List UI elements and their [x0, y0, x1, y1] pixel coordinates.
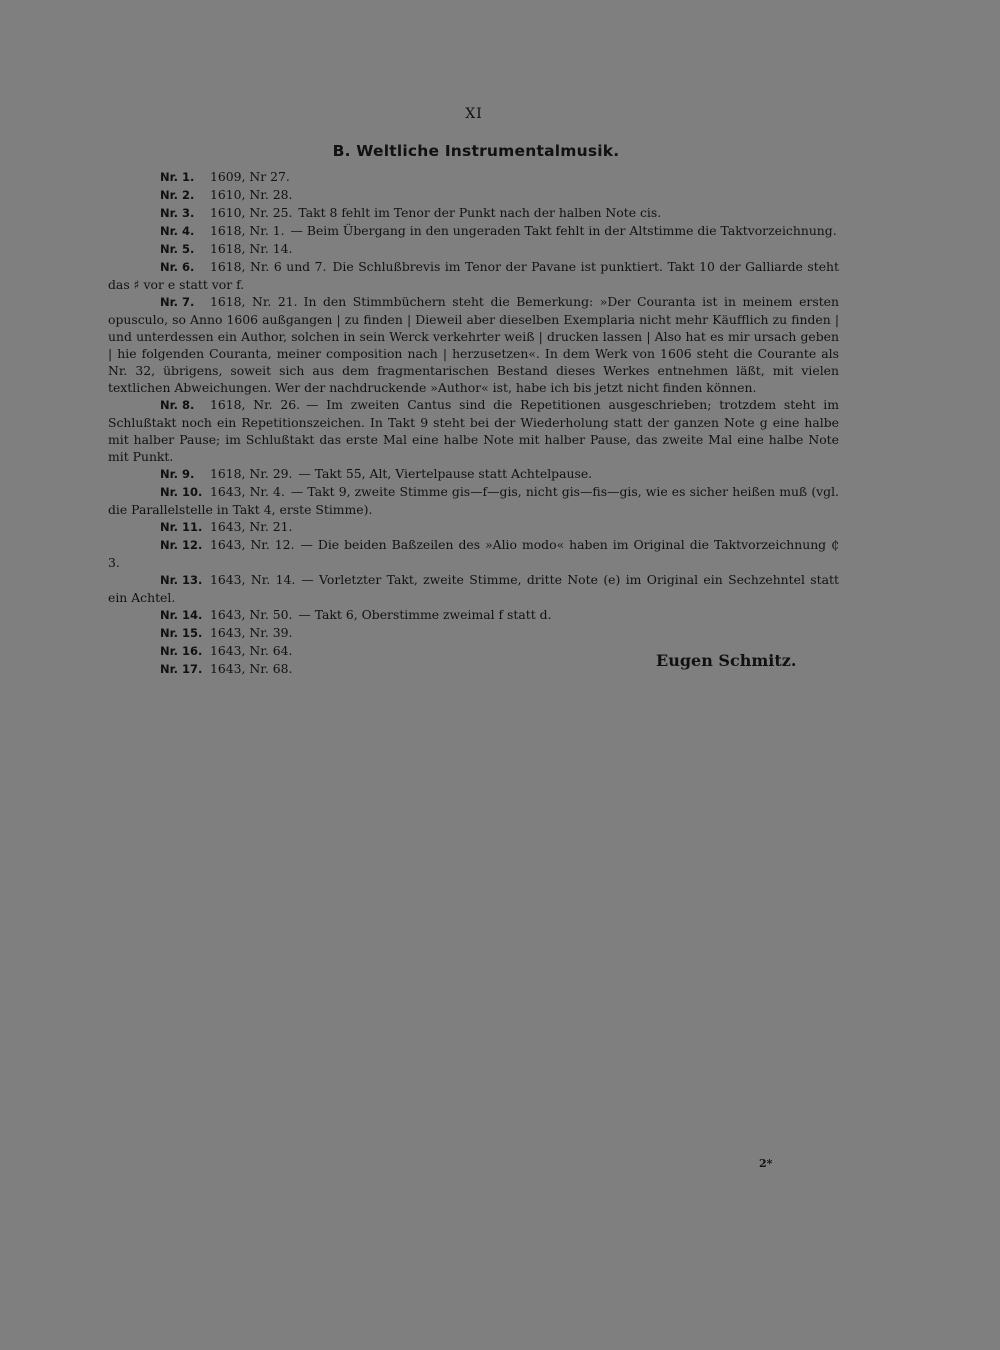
entry-text: In den Stimmbüchern steht die Bemerkung: »Der Couranta ist in meinem ersten opusculo, so Anno 1606 außgangen | zu finden | Dieweil aber dieselben Exemplaria nicht mehr Käufflich zu finden | und unterdessen ein Author, solchen in sein Werck verkehrter weiß | drucken lassen | Also hat es mir ursach geben | hie folgenden Couranta, meiner composition nach | herzusetzen«. In dem Werk von 1606 steht die Courante als Nr. 32, übrigens, soweit sich aus dem fragmentarischen Bestand dieses Werkes entnehmen läßt, mit vielen textlichen Abweichungen. Wer der nachdruckende »Author« ist, habe ich bis jetzt nicht finden können.: [108, 294, 839, 395]
entry-source: 1643, Nr. 64.: [210, 643, 293, 658]
entry-number: Nr. 5.: [160, 242, 195, 256]
entry-text: — Im zweiten Cantus sind die Repetitionen ausgeschrieben; trotzdem steht im Schlußtakt noch ein Repetitionszeichen. In Takt 9 steht bei der Wiederholung statt der ganzen Note g eine halbe mit halber Pause; im Schlußtakt das erste Mal eine halbe Note mit halber Pause, das zweite Mal eine halbe Note mit Punkt.: [108, 397, 839, 464]
note-entry: [108, 571, 839, 606]
note-entry: [108, 396, 839, 465]
entry-source: 1618, Nr. 26.: [210, 397, 301, 412]
note-entry: [108, 258, 839, 293]
entry-source: 1618, Nr. 1.: [210, 223, 285, 238]
entry-source: 1609, Nr 27.: [210, 169, 290, 184]
entry-text: — Takt 9, zweite Stimme gis—f—gis, nicht gis—fis—gis, wie es sicher heißen muß (vgl. die Parallelstelle in Takt 4, erste Stimme).: [108, 484, 839, 517]
entry-number: Nr. 4.: [160, 224, 195, 238]
entry-text: — Takt 55, Alt, Viertelpause statt Achtelpause.: [298, 466, 593, 481]
entry-number: Nr. 1.: [160, 170, 195, 184]
entry-text: — Vorletzter Takt, zweite Stimme, dritte Note (e) im Original ein Sechzehntel statt ein Achtel.: [108, 572, 839, 605]
entry-source: 1643, Nr. 50.: [210, 607, 293, 622]
entry-source: 1618, Nr. 21.: [210, 294, 298, 309]
entry-source: 1643, Nr. 4.: [210, 484, 285, 499]
note-entry: [108, 204, 839, 222]
note-entry: [108, 293, 839, 396]
author-signature: Eugen Schmitz.: [656, 651, 797, 670]
entry-number: Nr. 12.: [160, 538, 203, 552]
page-number: XI: [465, 106, 483, 122]
entry-source: 1643, Nr. 14.: [210, 572, 296, 587]
entry-number: Nr. 16.: [160, 644, 203, 658]
entry-number: Nr. 2.: [160, 188, 195, 202]
entry-number: Nr. 17.: [160, 662, 203, 676]
entry-source: 1643, Nr. 12.: [210, 537, 295, 552]
note-entry: [108, 518, 839, 536]
entry-text: Takt 8 fehlt im Tenor der Punkt nach der halben Note cis.: [298, 205, 662, 220]
entry-number: Nr. 10.: [160, 485, 203, 499]
entry-text: — Beim Übergang in den ungeraden Takt fehlt in der Altstimme die Taktvorzeichnung.: [290, 223, 837, 238]
entry-number: Nr. 13.: [160, 573, 203, 587]
entry-text: Die Schlußbrevis im Tenor der Pavane ist punktiert. Takt 10 der Galliarde steht das ♯ vor e statt vor f.: [108, 259, 839, 292]
entry-source: 1643, Nr. 39.: [210, 625, 293, 640]
note-entry: [108, 465, 839, 483]
note-entry: [108, 240, 839, 258]
entry-source: 1643, Nr. 21.: [210, 519, 293, 534]
entry-number: Nr. 11.: [160, 520, 203, 534]
entry-number: Nr. 3.: [160, 206, 195, 220]
entry-source: 1618, Nr. 29.: [210, 466, 293, 481]
notes-list: [108, 168, 839, 678]
note-entry: [108, 606, 839, 624]
note-entry: [108, 536, 839, 571]
entry-number: Nr. 7.: [160, 295, 195, 309]
entry-number: Nr. 14.: [160, 608, 203, 622]
entry-source: 1618, Nr. 6 und 7.: [210, 259, 327, 274]
note-entry: [108, 483, 839, 518]
entry-number: Nr. 9.: [160, 467, 195, 481]
entry-source: 1643, Nr. 68.: [210, 661, 293, 676]
entry-source: 1610, Nr. 25.: [210, 205, 293, 220]
entry-text: — Takt 6, Oberstimme zweimal f statt d.: [298, 607, 552, 622]
entry-text: — Die beiden Baßzeilen des »Alio modo« haben im Original die Taktvorzeichnung ₵ 3.: [108, 537, 839, 570]
entry-source: 1618, Nr. 14.: [210, 241, 293, 256]
entry-number: Nr. 15.: [160, 626, 203, 640]
note-entry: [108, 222, 839, 240]
entry-source: 1610, Nr. 28.: [210, 187, 293, 202]
entry-number: Nr. 6.: [160, 260, 195, 274]
note-entry: [108, 186, 839, 204]
note-entry: [108, 168, 839, 186]
section-title: B. Weltliche Instrumentalmusik.: [332, 142, 620, 160]
sheet-mark: 2*: [759, 1157, 773, 1170]
entry-number: Nr. 8.: [160, 398, 195, 412]
note-entry: [108, 624, 839, 642]
